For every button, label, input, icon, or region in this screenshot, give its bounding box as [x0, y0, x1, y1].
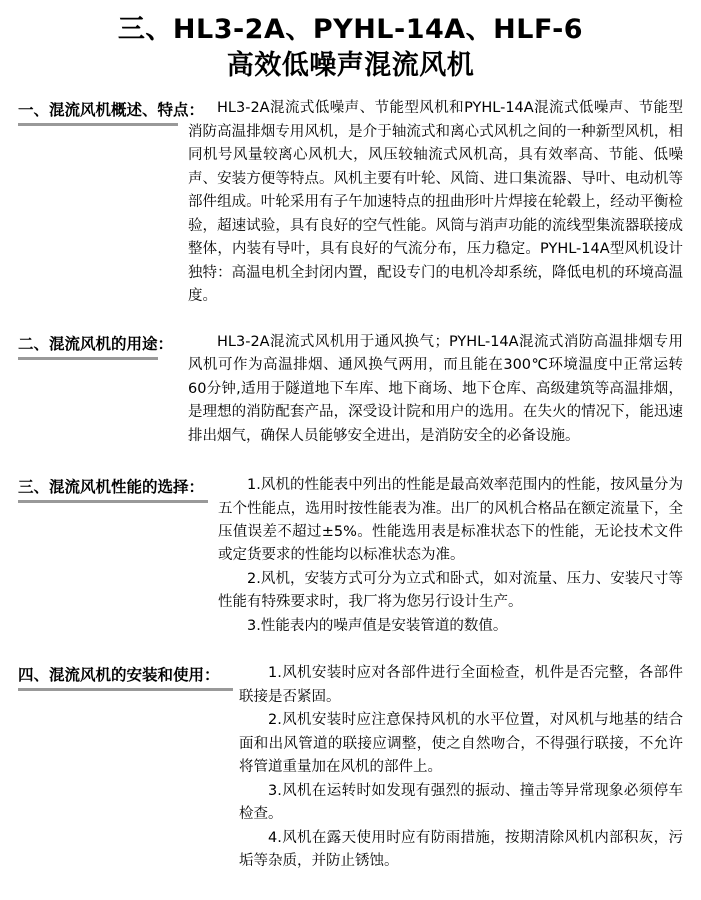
paragraph: 3.风机在运转时如发现有强烈的振动、撞击等异常现象必须停车检查。: [239, 782, 683, 823]
page-title: [18, 12, 683, 83]
paragraph: 1.风机安装时应对各部件进行全面检查，机件是否完整，各部件联接是否紧固。: [239, 665, 683, 705]
section-body-3: [218, 474, 683, 638]
paragraph: 2.风机安装时应注意保持风机的水平位置，对风机与地基的结合面和出风管道的联接应调整，使之自然吻合，不得强行联接，不允许将管道重量加在风机的部件上。: [239, 712, 683, 776]
section-heading-3: 三、混流风机性能的选择：: [18, 476, 208, 503]
paragraph: HL3-2A混流式低噪声、节能型风机和PYHL-14A混流式低噪声、节能型消防高温排烟专用风机，是介于轴流式和离心式风机之间的一种新型风机，相同机号风量较离心风机大，风压较轴流式风机高，具有效率高、节能、低噪声、安装方便等特点。风机主要有叶轮、风筒、进口集流器、导叶、电动机等部件组成。叶轮采用有子午加速特点的扭曲形叶片焊接在轮毂上，经动平衡检验，超速试验，具有良好的空气性能。风筒与消声功能的流线型集流器联接成整体，内装有导叶，具有良好的气流分布，压力稳定。PYHL-14A型风机设计独特：高温电机全封闭内置，配设专门的电机冷却系统，降低电机的环境高温度。: [188, 100, 683, 305]
page-title-line-1: 三、HL3-2A、PYHL-14A、HLF-6: [117, 14, 584, 45]
paragraph: 2.风机，安装方式可分为立式和卧式，如对流量、压力、安装尺寸等性能有特殊要求时，我厂将为您另行设计生产。: [218, 570, 683, 611]
section-body-1: [188, 97, 683, 308]
document-section: [18, 331, 683, 448]
section-heading-1: 一、混流风机概述、特点：: [18, 99, 178, 126]
section-heading-2: 二、混流风机的用途：: [18, 333, 158, 360]
paragraph: 4.风机在露天使用时应有防雨措施，按期清除风机内部积灰，污垢等杂质，并防止锈蚀。: [239, 829, 683, 870]
paragraph: HL3-2A混流式风机用于通风换气；PYHL-14A混流式消防高温排烟专用风机可作为高温排烟、通风换气两用，而且能在300℃环境温度中正常运转60分钟,适用于隧道地下车库、地下商场、地下仓库、高级建筑等高温排烟，是理想的消防配套产品，深受设计院和用户的选用。在失火的情况下，能迅速排出烟气，确保人员能够安全进出，是消防安全的必备设施。: [188, 333, 683, 444]
paragraph: 3.性能表内的噪声值是安装管道的数值。: [247, 617, 508, 634]
page-title-line-2: 高效低噪声混流风机: [226, 49, 475, 81]
section-body-4: [239, 662, 683, 873]
document-section: [18, 662, 683, 873]
paragraph: 1.风机的性能表中列出的性能是最高效率范围内的性能，按风量分为五个性能点，选用时按性能表为准。出厂的风机合格品在额定流量下，全压值误差不超过±5%。性能选用表是标准状态下的性能，无论技术文件或定货要求的性能均以标准状态为准。: [218, 477, 683, 564]
section-heading-4: 四、混流风机的安装和使用：: [18, 664, 233, 691]
document-section: [18, 474, 683, 638]
document-section: [18, 97, 683, 308]
section-body-2: [188, 331, 683, 448]
